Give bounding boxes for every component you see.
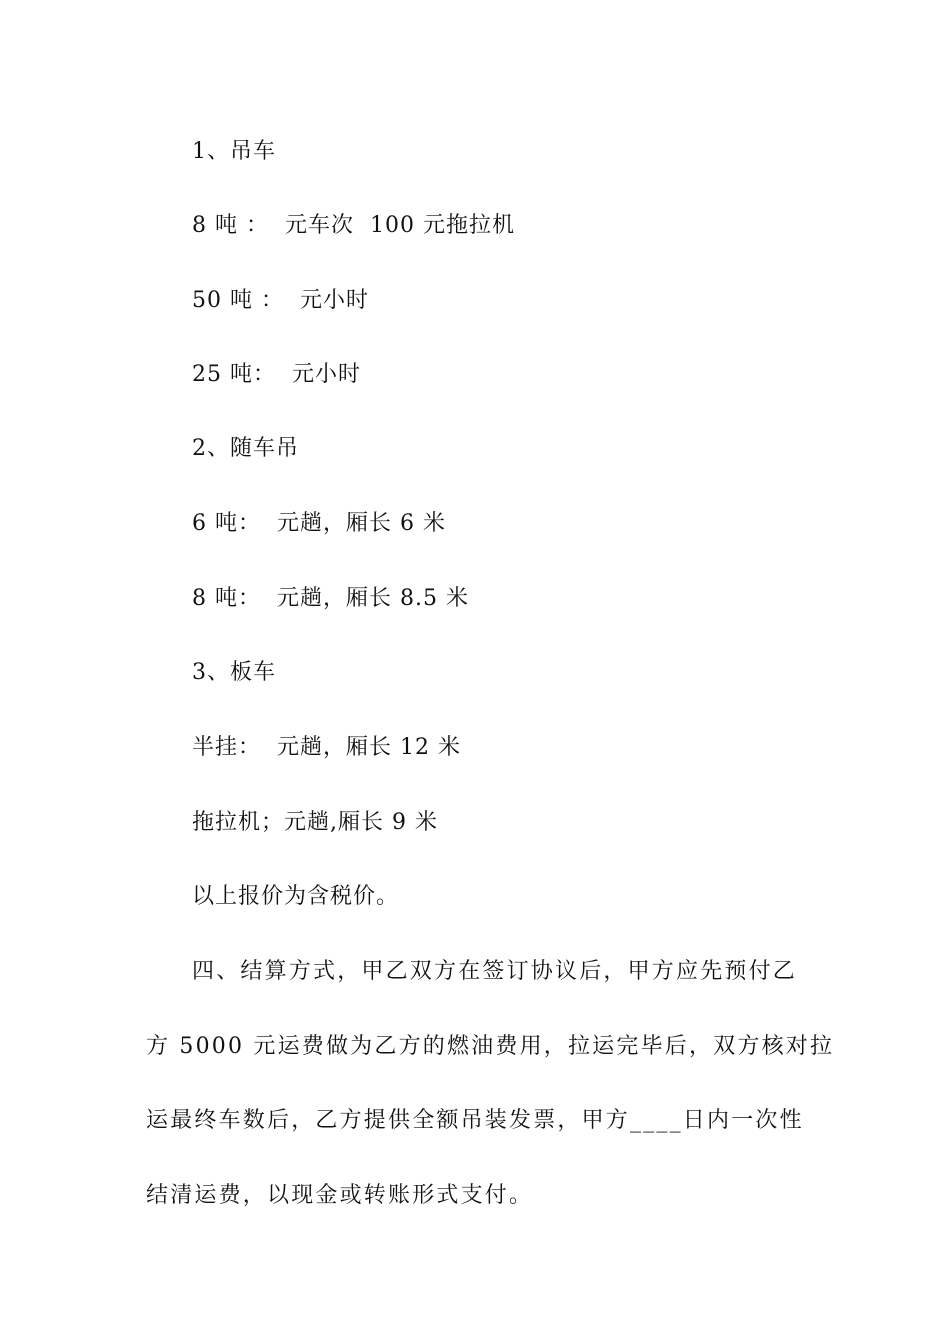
section-heading-crane: 1、吊车 <box>192 139 276 164</box>
section-heading-truck-crane: 2、随车吊 <box>192 436 299 461</box>
settlement-paragraph-line-4: 结清运费，以现金或转账形式支付。 <box>146 1183 534 1208</box>
price-line-tractor: 拖拉机；元趟,厢长 9 米 <box>192 810 438 835</box>
section-heading-flatbed: 3、板车 <box>192 660 276 685</box>
tax-note: 以上报价为含税价。 <box>192 884 400 909</box>
settlement-paragraph-line-1: 四、结算方式，甲乙双方在签订协议后，甲方应先预付乙 <box>192 959 798 984</box>
price-line-6t-truck: 6 吨： 元趟，厢长 6 米 <box>192 511 446 536</box>
settlement-paragraph-line-2: 方 5000 元运费做为乙方的燃油费用，拉运完毕后，双方核对拉 <box>146 1034 835 1059</box>
settlement-paragraph-line-3: 运最终车数后，乙方提供全额吊装发票，甲方____日内一次性 <box>146 1108 804 1133</box>
price-line-25t-crane: 25 吨： 元小时 <box>192 362 361 387</box>
price-line-50t-crane: 50 吨 ： 元小时 <box>192 288 369 313</box>
price-line-8t-crane: 8 吨 ： 元车次 100 元拖拉机 <box>192 213 515 238</box>
price-line-8t-truck: 8 吨： 元趟，厢长 8.5 米 <box>192 586 469 611</box>
price-line-semitrailer: 半挂： 元趟，厢长 12 米 <box>192 735 461 760</box>
